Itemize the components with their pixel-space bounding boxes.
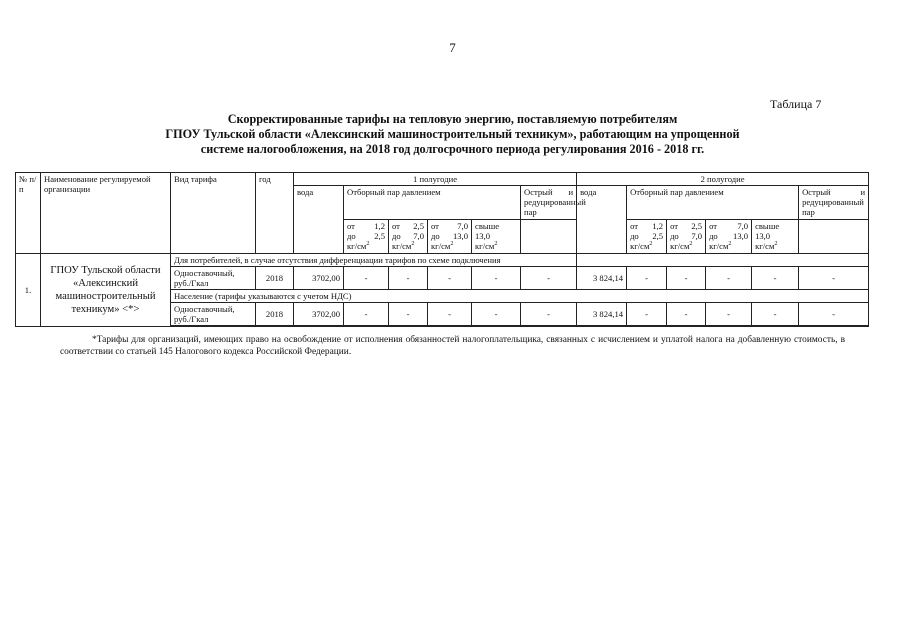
org-name: ГПОУ Тульской области «Алексинский машиностроительный техникум» <*> [41,254,171,327]
dash-cell: - [706,267,752,290]
section-population: Население (тарифы указываются с учетом НДС) [171,290,869,303]
dash-cell: - [667,267,706,290]
dash-cell: - [799,267,869,290]
dash-cell: - [521,267,577,290]
document-title [60,112,845,157]
footnote: *Тарифы для организаций, имеющих право на освобождение от исполнения обязанностей налогоплательщика, связанных с исчислением и уплатой налога на добавленную стоимость, в соответствии со статьей 145 Налогового кодекса Российской Федерации. [60,335,845,357]
dash-cell: - [627,303,667,326]
water-value-half-2: 3 824,14 [577,267,627,290]
dash-cell: - [344,303,389,326]
header-pressure-2-4: свыше 13,0 $кг/см^2$ [752,220,799,254]
header-sharp-steam-2: Острый и редуцированный пар [799,186,869,220]
header-water-1: вода [294,186,344,254]
dash-cell: - [706,303,752,326]
water-value-half-2: 3 824,14 [577,303,627,326]
header-num: № п/п [16,173,41,254]
dash-cell: - [344,267,389,290]
dash-cell: - [667,303,706,326]
header-sharp-empty-2 [799,220,869,254]
header-steam-2: Отборный пар давлением [627,186,799,220]
header-sharp-empty-1 [521,220,577,254]
dash-cell: - [472,267,521,290]
header-tariff-type: Вид тарифа [171,173,256,254]
section-consumers-half-2 [577,254,869,267]
header-pressure-1-2: от 2,5 до 7,0 $кг/см^2$ [389,220,428,254]
header-pressure-1-3: от 7,0 до 13,0 $кг/см^2$ [428,220,472,254]
tariff-type-cell: Одноставочный, руб./Гкал [171,303,256,326]
section-consumers: Для потребителей, в случае отсутствия дифференциации тарифов по схеме подключения [171,254,577,267]
header-pressure-1-4: свыше 13,0 $кг/см^2$ [472,220,521,254]
header-pressure-2-1: от 1,2 до 2,5 $кг/см^2$ [627,220,667,254]
row-num: 1. [16,254,41,327]
title-line-2: ГПОУ Тульской области «Алексинский машиностроительный техникум», работающим на упрощенной [165,127,740,141]
header-water-2: вода [577,186,627,254]
year-cell: 2018 [256,267,294,290]
dash-cell: - [521,303,577,326]
header-half-1: 1 полугодие [294,173,577,186]
title-line-1: Скорректированные тарифы на тепловую энергию, поставляемую потребителям [227,112,678,126]
dash-cell: - [389,303,428,326]
dash-cell: - [752,267,799,290]
header-pressure-2-3: от 7,0 до 13,0 $кг/см^2$ [706,220,752,254]
water-value-half-1: 3702,00 [294,303,344,326]
header-steam-1: Отборный пар давлением [344,186,521,220]
dash-cell: - [428,267,472,290]
dash-cell: - [627,267,667,290]
header-half-2: 2 полугодие [577,173,869,186]
tariff-table [15,172,869,327]
table-bottom-spacer [171,326,869,327]
title-line-3: системе налогообложения, на 2018 год долгосрочного периода регулирования 2016 - 2018 гг. [200,142,705,156]
water-value-half-1: 3702,00 [294,267,344,290]
header-year: год [256,173,294,254]
dash-cell: - [389,267,428,290]
tariff-type-cell: Одноставочный, руб./Гкал [171,267,256,290]
header-sharp-steam-1: Острый и редуцированный пар [521,186,577,220]
year-cell: 2018 [256,303,294,326]
header-org: Наименование регулируемой организации [41,173,171,254]
header-pressure-1-1: от 1,2 до 2,5 $кг/см^2$ [344,220,389,254]
dash-cell: - [752,303,799,326]
page-number: 7 [449,40,456,55]
dash-cell: - [799,303,869,326]
dash-cell: - [428,303,472,326]
header-pressure-2-2: от 2,5 до 7,0 $кг/см^2$ [667,220,706,254]
dash-cell: - [472,303,521,326]
table-label: Таблица 7 [770,97,822,111]
